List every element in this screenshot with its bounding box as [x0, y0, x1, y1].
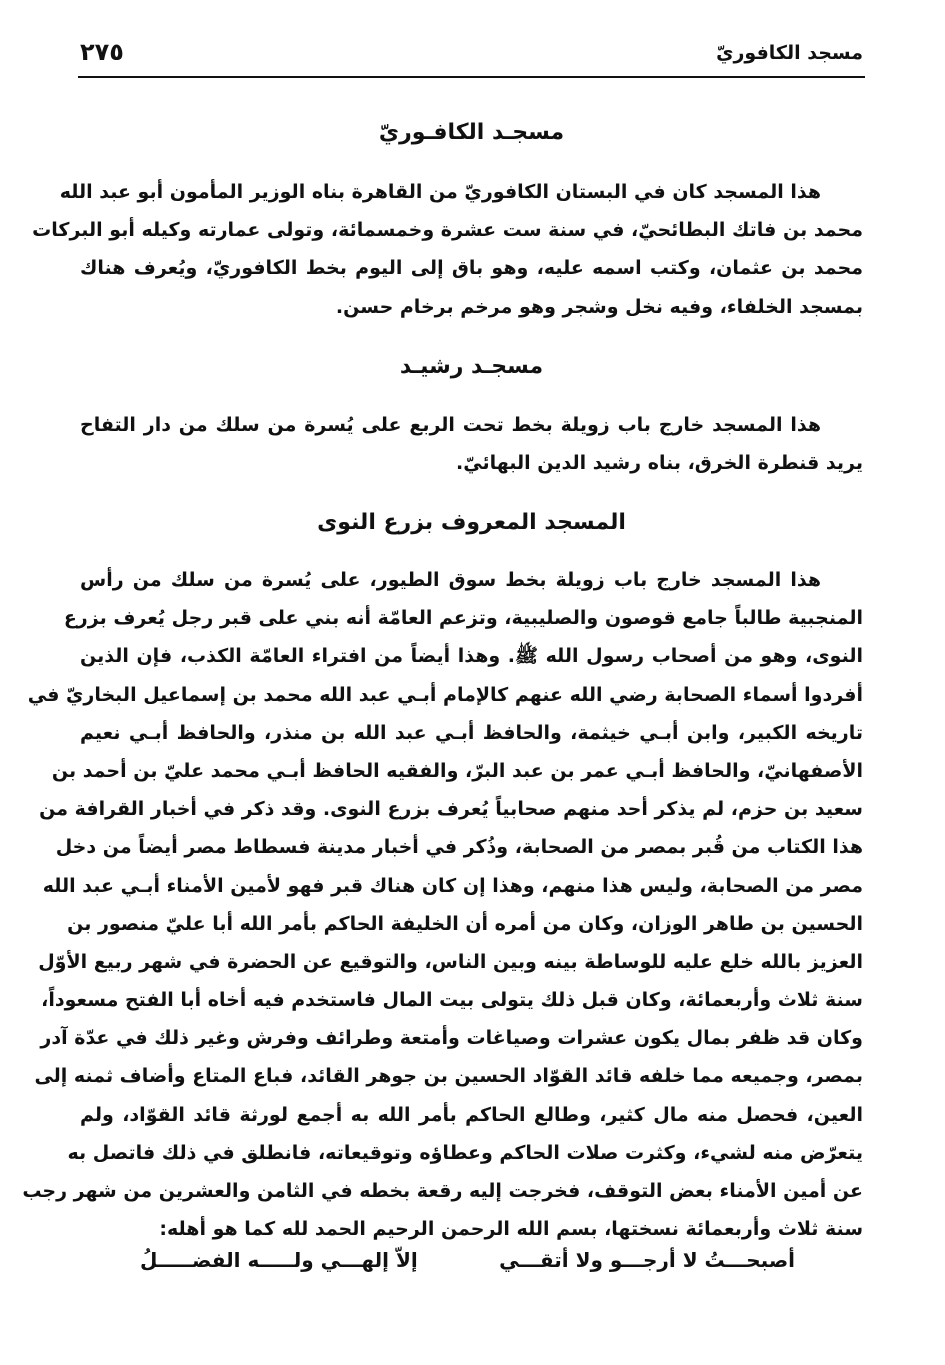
text-line: مصر من الصحابة، وليس هذا منهم، وهذا إن كان هناك قبر فهو لأمين الأمناء أبـي عبد الله — [42, 874, 863, 897]
page-number: ٢٧٥ — [80, 38, 124, 66]
text-line: العين، فحصل منه مال كثير، وطالع الحاكم بأمر الله به أجمع لورثة قائد القوّاد، ولم — [80, 1103, 863, 1126]
text-line: محمد بن عثمان، وكتب اسمه عليه، وهو باق إلى اليوم بخط الكافوريّ، ويُعرف هناك — [80, 257, 863, 280]
text-line: هذا المسجد خارج باب زويلة بخط سوق الطيور، على يُسرة من سلك من رأس — [80, 569, 821, 591]
paragraph-rashid-mosque — [80, 406, 863, 482]
text-line: النوى، وهو من أصحاب رسول الله ﷺ. وهذا أيضاً من افتراء العامّة الكذب، فإن الذين — [80, 645, 863, 668]
text-line: بمصر، وجميعه مما خلفه قائد القوّاد الحسين بن جوهر القائد، فباع المتاع وأضاف ثمنه إلى — [34, 1065, 863, 1088]
text-line: عن أمين الأمناء بعض التوقف، فخرجت إليه رقعة بخطه في الثامن والعشرين من شهر رجب — [22, 1180, 863, 1202]
text-line: سنة ثلاث وأربعمائة نسختها، بسم الله الرحمن الرحيم الحمد لله كما هو أهله: — [159, 1218, 863, 1241]
paragraph-zar-al-nawa-mosque — [22, 561, 863, 1248]
text-line: أفردوا أسماء الصحابة رضي الله عنهم كالإمام أبـي عبد الله محمد بن إسماعيل البخاريّ في — [27, 683, 863, 706]
text-line: الحسين بن طاهر الوزان، وكان من أمره أن الخليفة الحاكم بأمر الله أبا عليّ منصور بن — [67, 912, 863, 935]
text-line: وكان قد ظفر بمال يكون عشرات وصياغات وأمتعة وطرائف وفرش وغير ذلك في عدّة آدر — [40, 1027, 863, 1050]
text-line: سعيد بن حزم، لم يذكر أحد منهم صحابياً يُعرف بزرع النوى. وقد ذكر في أخبار القرافة من — [39, 798, 863, 821]
running-title: مسجد الكافوريّ — [716, 42, 863, 64]
verse-second-hemistich: إلاّ إلهـــي ولـــــه الفضـــــلُ — [140, 1248, 418, 1272]
page-header — [80, 38, 863, 70]
text-line: يتعرّض منه لشيء، وكثرت صلات الحاكم وعطاؤه وتوقيعاته، فانطلق في ذلك فاتصل به — [67, 1141, 863, 1164]
section-title-zar-al-nawa-mosque: المسجد المعروف بزرع النوى — [317, 510, 626, 535]
text-line: المنجبية طالباً جامع قوصون والصليبية، وتزعم العامّة أنه بني على قبر رجل يُعرف بزرع — [63, 607, 863, 630]
text-line: بمسجد الخلفاء، وفيه نخل وشجر وهو مرخم برخام حسن. — [335, 295, 863, 318]
text-line: يريد قنطرة الخرق، بناه رشيد الدين البهائيّ. — [456, 452, 863, 475]
text-line: سنة ثلاث وأربعمائة، وكان قبل ذلك يتولى بيت المال فاستخدم فيه أخاه أبا الفتح مسعوداً، — [41, 989, 863, 1012]
section-title-kafuri-mosque: مسجـد الكافـوريّ — [378, 120, 565, 145]
text-line: هذا الكتاب من قُبر بمصر من الصحابة، وذُكر في أخبار مدينة فسطاط مصر أيضاً من دخل — [55, 836, 863, 859]
text-line: العزيز بالله خلع عليه للوساطة بينه وبين الناس، والتوقيع عن الحضرة في شهر ربيع الأوّل — [38, 950, 863, 973]
paragraph-kafuri-mosque — [32, 173, 863, 326]
header-rule — [78, 76, 865, 78]
text-line: محمد بن فاتك البطائحيّ، في سنة ست عشرة وخمسمائة، وتولى عمارته وكيله أبو البركات — [32, 219, 863, 242]
poem-verse — [140, 1248, 795, 1288]
verse-first-hemistich: أصبحـــتُ لا أرجـــو ولا أتقـــي — [499, 1248, 795, 1272]
text-line: هذا المسجد خارج باب زويلة بخط تحت الربع على يُسرة من سلك من دار التفاح — [80, 414, 821, 436]
text-line: هذا المسجد كان في البستان الكافوريّ من القاهرة بناه الوزير المأمون أبو عبد الله — [59, 181, 821, 203]
section-title-rashid-mosque: مسجـد رشيـد — [399, 354, 544, 379]
text-line: الأصفهانيّ، والحافظ أبـي عمر بن عبد البرّ، والفقيه الحافظ أبـي محمد عليّ بن أحمد بن — [51, 759, 863, 782]
text-line: تاريخه الكبير، وابن أبـي خيثمة، والحافظ أبـي عبد الله بن منذر، والحافظ أبـي نعيم — [80, 721, 863, 744]
